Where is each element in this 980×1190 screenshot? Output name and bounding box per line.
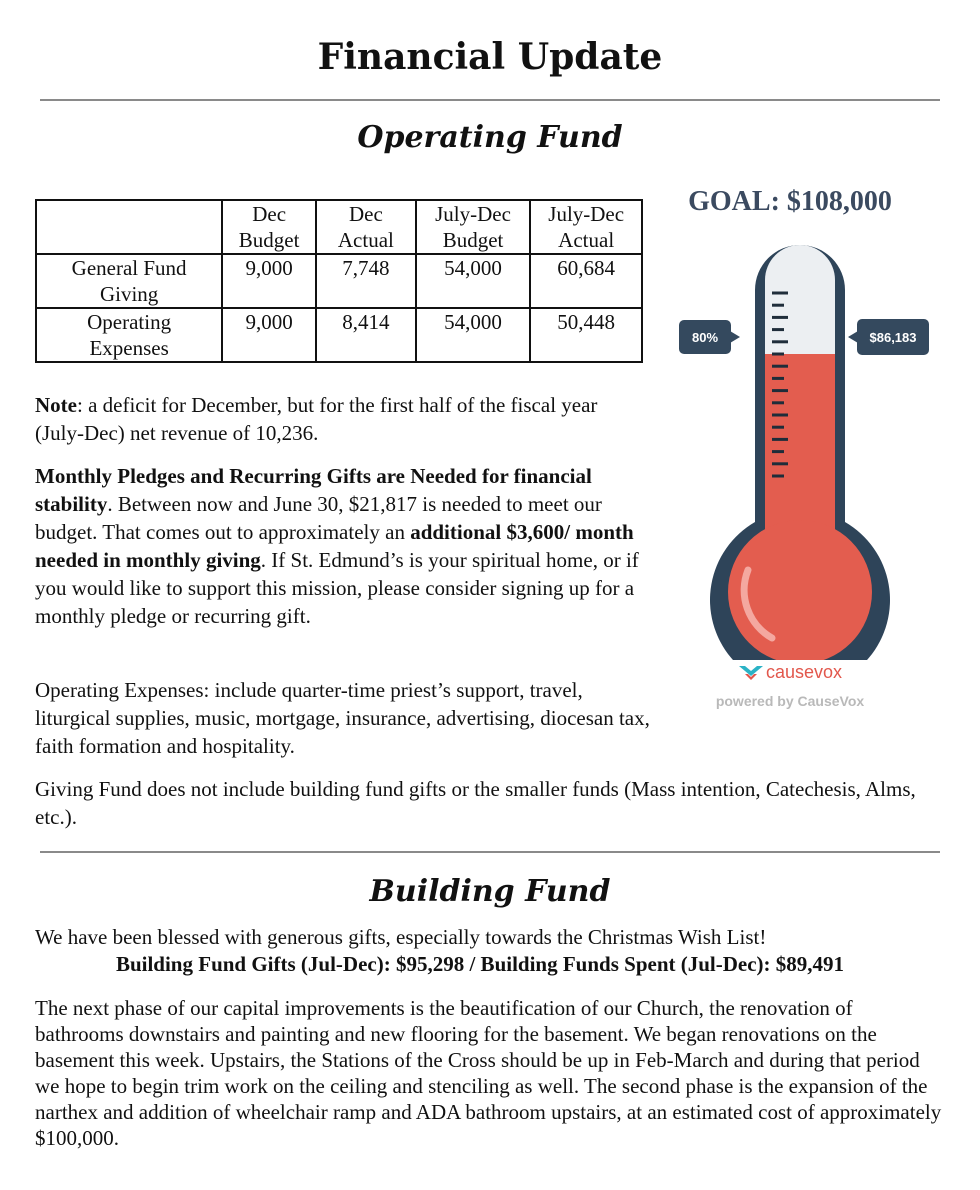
table-header-cell (36, 200, 222, 254)
table-cell: 54,000 (416, 308, 531, 362)
operating-fund-title: Operating Fund (357, 120, 623, 155)
divider-middle (40, 851, 940, 853)
building-totals: Building Fund Gifts (Jul-Dec): $95,298 / Building Funds Spent (Jul-Dec): $89,491 (115, 952, 845, 976)
note-paragraph (35, 391, 635, 447)
page-title: Financial Update (317, 36, 663, 78)
table-cell: 7,748 (316, 254, 416, 308)
divider-top (40, 99, 940, 101)
table-cell: 60,684 (530, 254, 642, 308)
building-fund-title: Building Fund (369, 874, 611, 909)
table-cell: 9,000 (222, 308, 316, 362)
expenses-paragraph: Operating Expenses: include quarter-time priest’s support, travel, liturgical supplies, music, mortgage, insurance, advertising, diocesan tax, faith formation and hospitality. (35, 678, 650, 758)
pledges-paragraph (35, 462, 640, 630)
table-cell: 50,448 (530, 308, 642, 362)
causevox-brand: causevox (766, 662, 843, 682)
row-label: Operating Expenses (36, 308, 222, 362)
table-header-cell: Dec Budget (222, 200, 316, 254)
note-label: Note (35, 393, 77, 417)
table-row (36, 254, 642, 308)
table-header-row (36, 200, 642, 254)
giving-note-paragraph: Giving Fund does not include building fund gifts or the smaller funds (Mass intention, Catechesis, Alms, etc.). (35, 777, 916, 829)
percent-tag (679, 320, 740, 354)
causevox-logo (738, 660, 878, 686)
percent-label: 80% (691, 330, 719, 345)
thermometer-bulb (728, 520, 872, 660)
pledges-text-end: . If St. Edmund’s is your spiritual home, or if you would like to support this mission, please consider signing up for a monthly pledge or recurring gift. (35, 548, 639, 628)
pledges-bold-mid: additional $3,600/ month needed in monthly giving (35, 520, 634, 572)
table-cell: 54,000 (416, 254, 531, 308)
building-intro: We have been blessed with generous gifts, especially towards the Christmas Wish List! (35, 925, 767, 949)
goal-label: GOAL: $108,000 (688, 186, 892, 217)
thermometer-graphic (660, 230, 940, 660)
amount-label: $86,183 (869, 330, 917, 345)
table-header-cell: July-Dec Budget (416, 200, 531, 254)
amount-tag (848, 319, 929, 355)
table-row (36, 308, 642, 362)
table-cell: 8,414 (316, 308, 416, 362)
pledges-bold-intro: Monthly Pledges and Recurring Gifts are Needed for financial stability (35, 464, 592, 516)
pledges-text: . Between now and June 30, $21,817 is needed to meet our budget. That comes out to approximately an (35, 492, 602, 544)
causevox-logo-icon (738, 662, 764, 684)
building-body: The next phase of our capital improvements is the beautification of our Church, the renovation of bathrooms downstairs and painting and new flooring for the basement. We began renovations on the basement this week. Upstairs, the Stations of the Cross should be up in Feb-March and during that period we hope to begin trim work on the ceiling and stenciling as well. The second phase is the expansion of the narthex and addition of wheelchair ramp and ADA bathroom upstairs, at an estimated cost of approximately $100,000. (35, 996, 942, 1150)
powered-by-text: powered by CauseVox (715, 693, 865, 709)
row-label: General Fund Giving (36, 254, 222, 308)
note-text: : a deficit for December, but for the first half of the fiscal year (July-Dec) net revenue of 10,236. (35, 393, 598, 445)
table-header-cell: July-Dec Actual (530, 200, 642, 254)
table-cell: 9,000 (222, 254, 316, 308)
financial-table (35, 199, 643, 363)
table-header-cell: Dec Actual (316, 200, 416, 254)
